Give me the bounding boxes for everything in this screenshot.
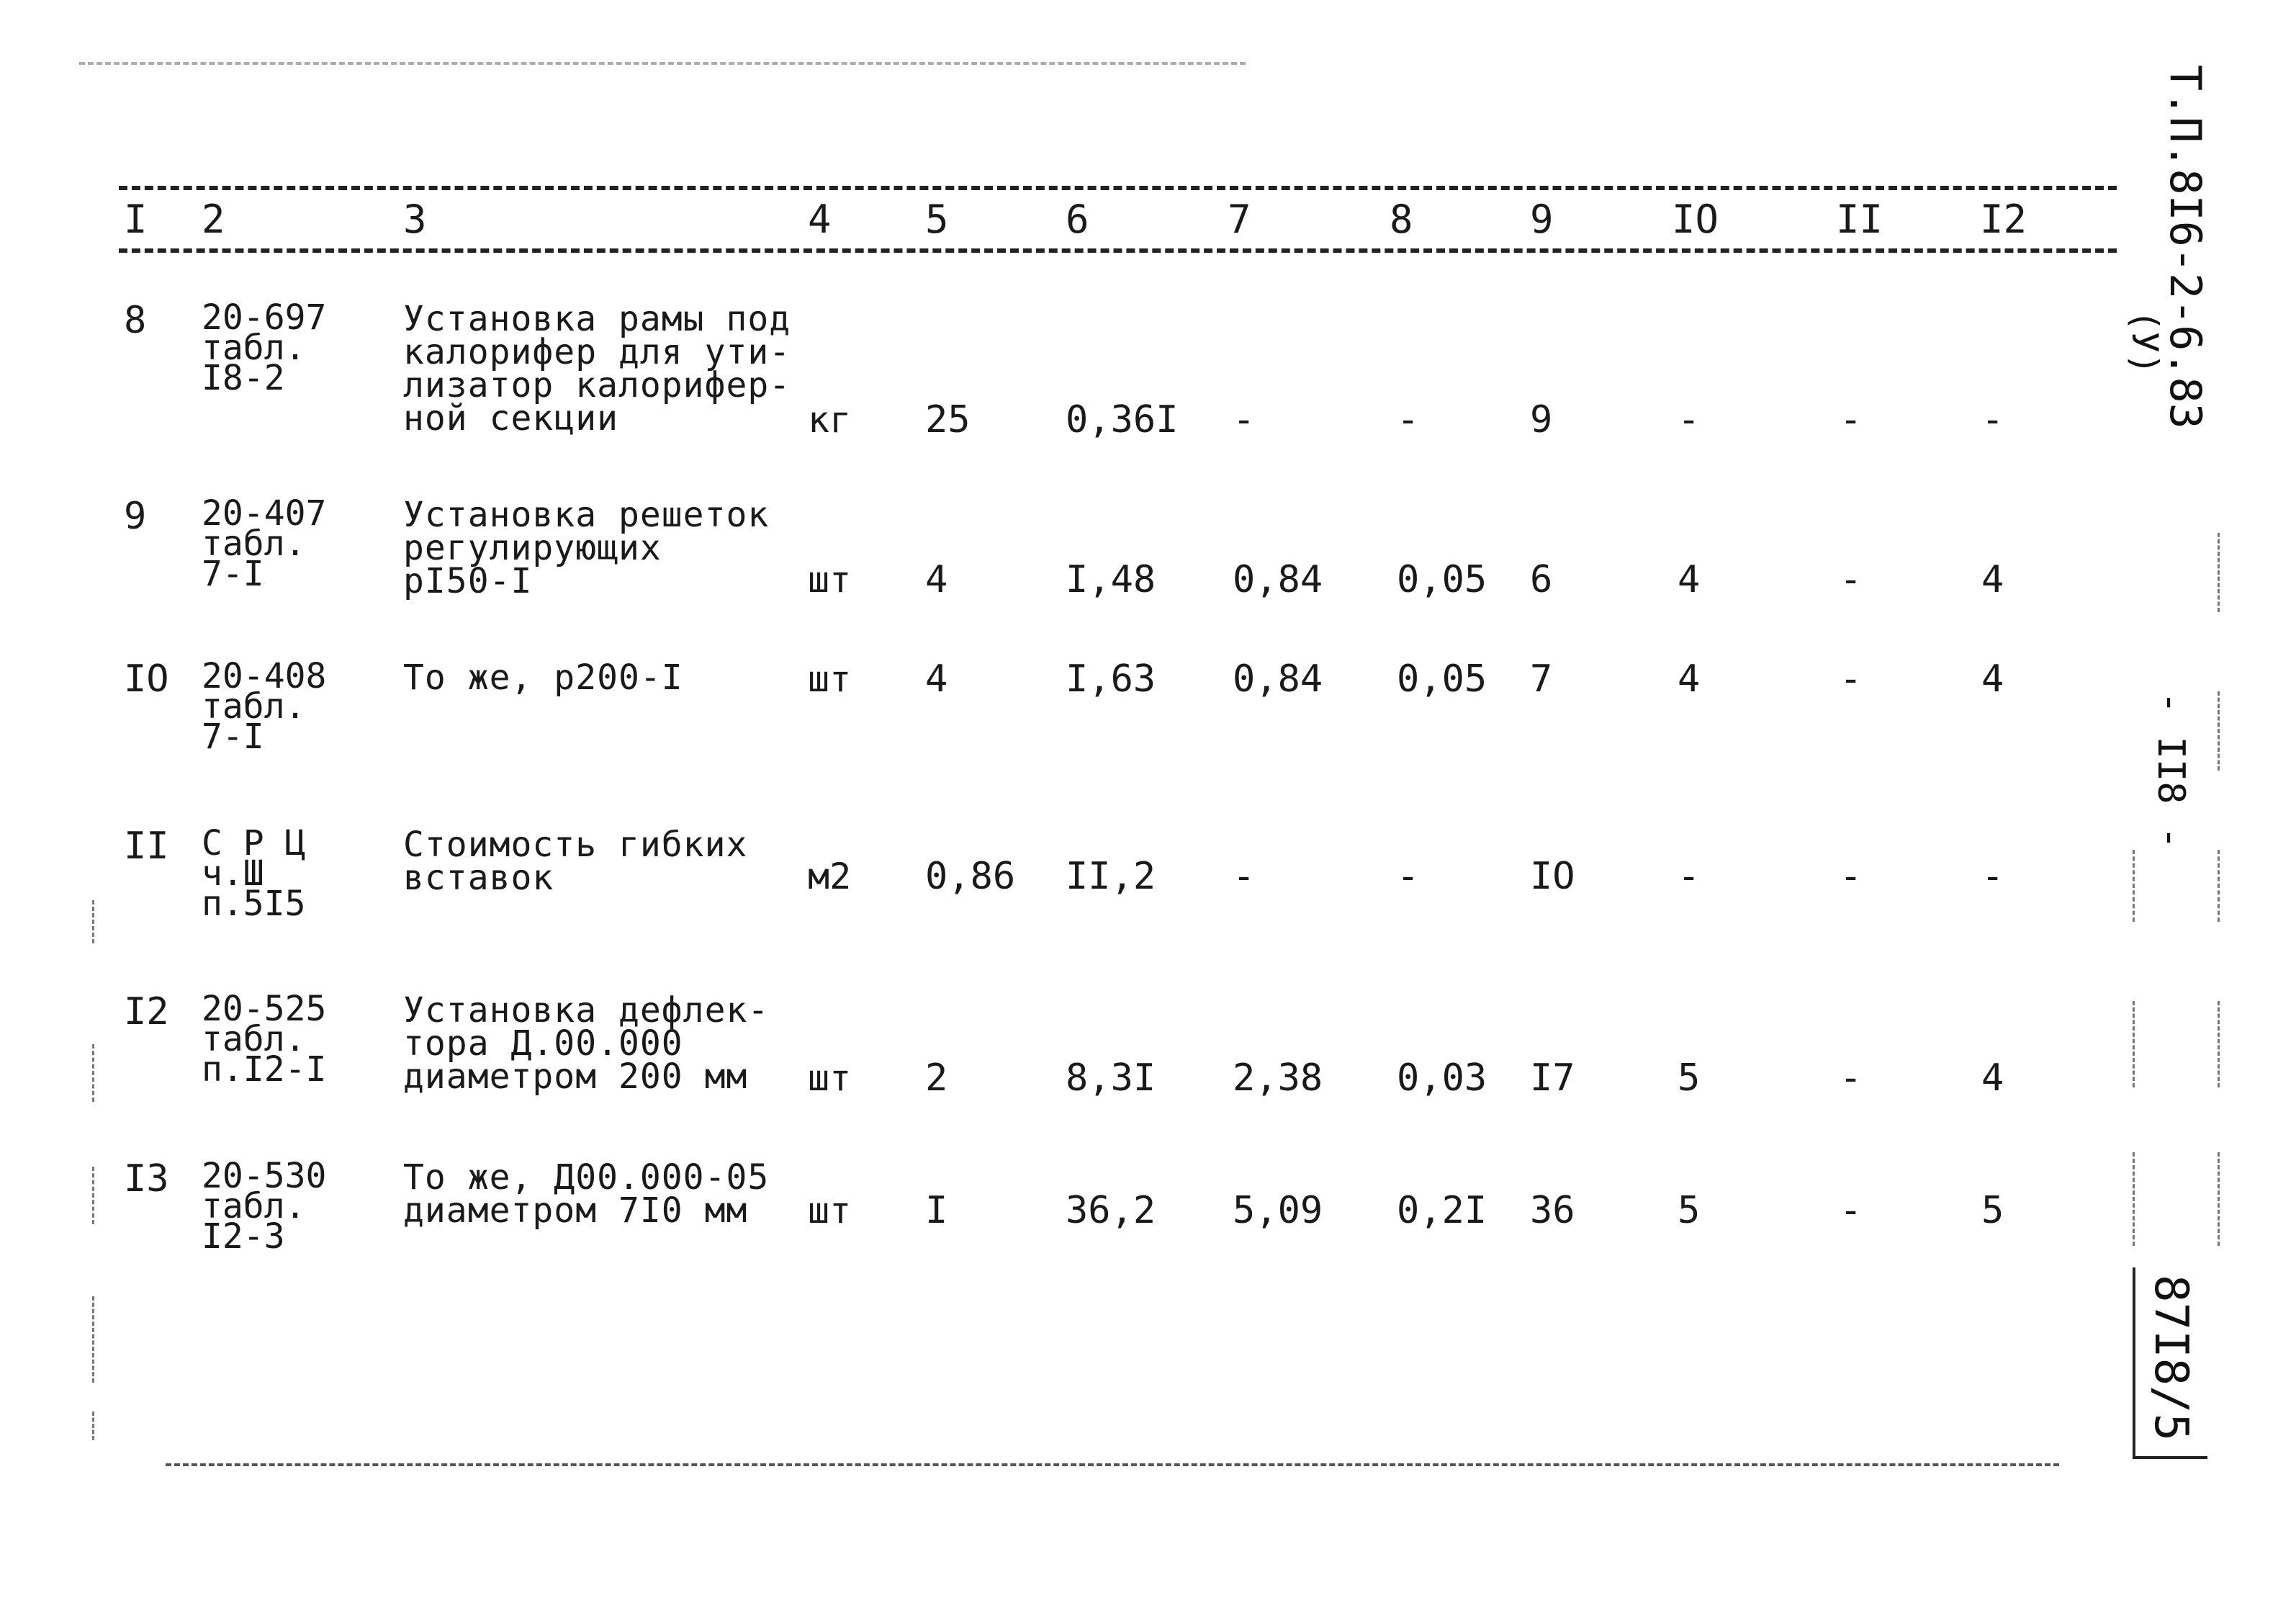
header-col-3: 3 bbox=[403, 197, 427, 242]
row-reference: 20-530 табл. I2-3 bbox=[202, 1156, 327, 1257]
row-col-9: 36 bbox=[1530, 1189, 1575, 1232]
row-reference: 20-697 табл. I8-2 bbox=[202, 297, 327, 398]
row-col-8: 0,05 bbox=[1397, 657, 1487, 701]
table-header bbox=[0, 194, 2160, 245]
header-col-12: I2 bbox=[1980, 197, 2027, 242]
row-unit: шт bbox=[808, 1190, 852, 1231]
row-col-8: 0,2I bbox=[1397, 1189, 1487, 1232]
row-reference: 20-408 табл. 7-I bbox=[202, 656, 327, 757]
left-margin-guide bbox=[92, 900, 94, 943]
row-col-11: - bbox=[1840, 1189, 1863, 1232]
row-col-7: - bbox=[1233, 398, 1256, 441]
row-unit: кг bbox=[808, 399, 852, 441]
row-col-5: 4 bbox=[925, 657, 948, 701]
left-margin-guide bbox=[92, 1167, 94, 1224]
row-col-7: 5,09 bbox=[1233, 1189, 1323, 1232]
row-col-7: 0,84 bbox=[1233, 657, 1323, 701]
row-col-10: - bbox=[1678, 855, 1701, 898]
row-unit: м2 bbox=[808, 856, 852, 897]
row-col-9: 6 bbox=[1530, 558, 1553, 601]
document-code: Т.П.8I6-2-6.83 bbox=[2160, 65, 2210, 429]
row-col-12: 5 bbox=[1981, 1189, 2004, 1232]
row-col-11: - bbox=[1840, 657, 1863, 701]
row-col-9: IO bbox=[1530, 855, 1575, 898]
row-col-7: - bbox=[1233, 855, 1256, 898]
row-col-5: 2 bbox=[925, 1056, 948, 1100]
left-margin-guide bbox=[92, 1411, 94, 1440]
row-col-11: - bbox=[1840, 855, 1863, 898]
row-number: 9 bbox=[124, 495, 147, 538]
row-col-6: I,63 bbox=[1066, 657, 1156, 701]
row-col-10: 5 bbox=[1678, 1189, 1701, 1232]
header-col-5: 5 bbox=[925, 197, 949, 242]
row-col-6: II,2 bbox=[1066, 855, 1156, 898]
row-reference: 20-525 табл. п.I2-I bbox=[202, 989, 327, 1090]
row-col-8: 0,05 bbox=[1397, 558, 1487, 601]
row-col-10: - bbox=[1678, 398, 1701, 441]
row-col-6: I,48 bbox=[1066, 558, 1156, 601]
row-col-7: 2,38 bbox=[1233, 1056, 1323, 1100]
row-unit: шт bbox=[808, 658, 852, 700]
header-bottom-rule bbox=[119, 248, 2117, 253]
table-bottom-rule bbox=[166, 1463, 2059, 1466]
row-col-5: 0,86 bbox=[925, 855, 1016, 898]
row-col-6: 8,3I bbox=[1066, 1056, 1156, 1100]
right-margin-guide bbox=[2218, 850, 2220, 922]
row-col-9: I7 bbox=[1530, 1056, 1575, 1100]
row-col-11: - bbox=[1840, 1056, 1863, 1100]
header-col-1: I bbox=[124, 197, 148, 242]
row-col-5: I bbox=[925, 1189, 948, 1232]
row-unit: шт bbox=[808, 1057, 852, 1099]
row-unit: шт bbox=[808, 559, 852, 601]
row-reference: 20-407 табл. 7-I bbox=[202, 493, 327, 594]
page-number: - II8 - bbox=[2149, 691, 2192, 850]
row-description: Установка рамы под калорифер для ути- лизатор калорифер- ной секции bbox=[403, 299, 791, 439]
row-description: Установка решеток регулирующих pI50-I bbox=[403, 495, 770, 601]
right-margin-guide bbox=[2133, 1152, 2135, 1246]
right-margin-guide bbox=[2218, 1152, 2220, 1246]
row-number: IO bbox=[124, 657, 169, 701]
header-col-8: 8 bbox=[1390, 197, 1413, 242]
top-faint-rule bbox=[79, 62, 1246, 65]
row-col-9: 9 bbox=[1530, 398, 1553, 441]
row-col-5: 4 bbox=[925, 558, 948, 601]
header-col-7: 7 bbox=[1228, 197, 1251, 242]
header-col-9: 9 bbox=[1530, 197, 1554, 242]
header-col-4: 4 bbox=[808, 197, 832, 242]
right-margin-guide bbox=[2133, 1001, 2135, 1087]
row-col-10: 5 bbox=[1678, 1056, 1701, 1100]
right-margin-guide bbox=[2218, 1001, 2220, 1087]
row-col-7: 0,84 bbox=[1233, 558, 1323, 601]
row-col-12: 4 bbox=[1981, 1056, 2004, 1100]
row-col-11: - bbox=[1840, 398, 1863, 441]
row-number: I2 bbox=[124, 990, 169, 1033]
row-description: Установка дефлек- тора Д.00.000 диаметром 200 мм bbox=[403, 990, 770, 1097]
header-col-11: II bbox=[1836, 197, 1883, 242]
row-col-10: 4 bbox=[1678, 558, 1701, 601]
row-col-12: - bbox=[1981, 398, 2004, 441]
row-col-10: 4 bbox=[1678, 657, 1701, 701]
row-col-11: - bbox=[1840, 558, 1863, 601]
row-col-12: 4 bbox=[1981, 657, 2004, 701]
right-margin-guide bbox=[2133, 850, 2135, 922]
row-reference: С Р Ц ч.Ш п.5I5 bbox=[202, 823, 306, 924]
row-col-12: 4 bbox=[1981, 558, 2004, 601]
row-col-6: 36,2 bbox=[1066, 1189, 1156, 1232]
row-description: То же, р200-I bbox=[403, 657, 683, 698]
row-col-8: - bbox=[1397, 855, 1420, 898]
row-col-9: 7 bbox=[1530, 657, 1553, 701]
row-col-5: 25 bbox=[925, 398, 971, 441]
row-number: II bbox=[124, 825, 169, 868]
row-col-8: - bbox=[1397, 398, 1420, 441]
row-number: 8 bbox=[124, 299, 147, 342]
row-col-8: 0,03 bbox=[1397, 1056, 1487, 1100]
row-col-12: - bbox=[1981, 855, 2004, 898]
header-col-6: 6 bbox=[1066, 197, 1089, 242]
sheet-number: 87I8/5 bbox=[2144, 1275, 2197, 1442]
left-margin-guide bbox=[92, 1296, 94, 1383]
right-margin-guide bbox=[2218, 691, 2220, 771]
row-description: То же, Д00.000-05 диаметром 7I0 мм bbox=[403, 1157, 770, 1231]
right-margin-guide bbox=[2218, 533, 2220, 612]
row-description: Стоимость гибких вставок bbox=[403, 825, 748, 898]
header-col-10: IO bbox=[1672, 197, 1719, 242]
row-number: I3 bbox=[124, 1157, 169, 1200]
row-col-6: 0,36I bbox=[1066, 398, 1179, 441]
document-code-suffix: (У) bbox=[2124, 310, 2166, 375]
header-col-2: 2 bbox=[202, 197, 225, 242]
left-margin-guide bbox=[92, 1044, 94, 1102]
header-top-rule bbox=[119, 186, 2117, 190]
